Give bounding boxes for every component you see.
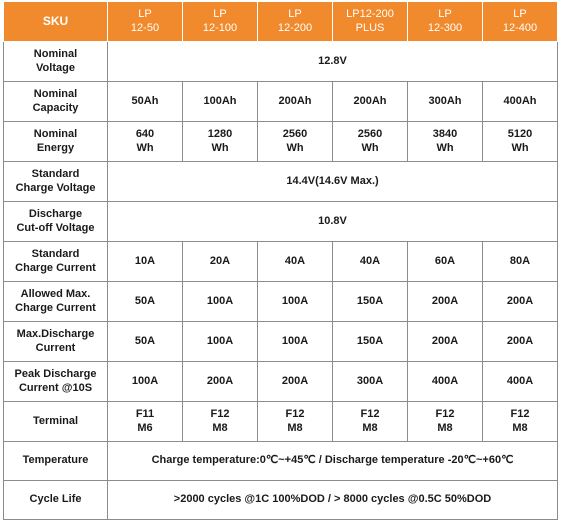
cell-value: 300Ah xyxy=(408,82,483,122)
cell-value: 40A xyxy=(258,242,333,282)
model-header: LP 12-100 xyxy=(183,2,258,42)
row-label: Allowed Max. Charge Current xyxy=(4,282,108,322)
cell-value: 5120 Wh xyxy=(483,122,558,162)
table-row xyxy=(4,122,558,162)
cell-value: 3840 Wh xyxy=(408,122,483,162)
cell-value: 200A xyxy=(183,362,258,402)
row-label: Peak Discharge Current @10S xyxy=(4,362,108,402)
table-row xyxy=(4,322,558,362)
model-header: LP 12-50 xyxy=(108,2,183,42)
cell-value: 2560 Wh xyxy=(333,122,408,162)
model-header: LP 12-300 xyxy=(408,2,483,42)
cell-value: 2560 Wh xyxy=(258,122,333,162)
spanning-value: 12.8V xyxy=(108,42,558,82)
row-label: Nominal Energy xyxy=(4,122,108,162)
cell-value: 1280 Wh xyxy=(183,122,258,162)
table-row xyxy=(4,362,558,402)
cell-value: 400A xyxy=(483,362,558,402)
table-row xyxy=(4,481,558,520)
cell-value: F11 M6 xyxy=(108,402,183,442)
spanning-value: 10.8V xyxy=(108,202,558,242)
row-label: Standard Charge Voltage xyxy=(4,162,108,202)
table-row xyxy=(4,402,558,442)
cell-value: 100A xyxy=(108,362,183,402)
cell-value: 100A xyxy=(258,282,333,322)
cell-value: 400Ah xyxy=(483,82,558,122)
row-label: Discharge Cut-off Voltage xyxy=(4,202,108,242)
cell-value: 50A xyxy=(108,282,183,322)
table-row xyxy=(4,162,558,202)
cell-value: 640 Wh xyxy=(108,122,183,162)
cell-value: 40A xyxy=(333,242,408,282)
cell-value: 200A xyxy=(258,362,333,402)
row-label: Cycle Life xyxy=(4,481,108,520)
row-label: Max.Discharge Current xyxy=(4,322,108,362)
cell-value: 50Ah xyxy=(108,82,183,122)
row-label: Temperature xyxy=(4,442,108,481)
cell-value: 150A xyxy=(333,322,408,362)
cell-value: F12 M8 xyxy=(483,402,558,442)
spanning-value: 14.4V(14.6V Max.) xyxy=(108,162,558,202)
table-row xyxy=(4,202,558,242)
cell-value: 20A xyxy=(183,242,258,282)
table-row xyxy=(4,82,558,122)
spanning-value: Charge temperature:0℃~+45℃ / Discharge temperature -20℃~+60℃ xyxy=(108,442,558,481)
cell-value: 200Ah xyxy=(258,82,333,122)
header-row xyxy=(4,2,558,42)
cell-value: 150A xyxy=(333,282,408,322)
row-label: Nominal Capacity xyxy=(4,82,108,122)
cell-value: 100A xyxy=(258,322,333,362)
cell-value: 200A xyxy=(483,282,558,322)
spec-table xyxy=(3,1,558,520)
row-label: Standard Charge Current xyxy=(4,242,108,282)
row-label: Nominal Voltage xyxy=(4,42,108,82)
cell-value: 80A xyxy=(483,242,558,282)
cell-value: F12 M8 xyxy=(333,402,408,442)
cell-value: F12 M8 xyxy=(408,402,483,442)
cell-value: 50A xyxy=(108,322,183,362)
cell-value: F12 M8 xyxy=(183,402,258,442)
table-row xyxy=(4,42,558,82)
table-row xyxy=(4,442,558,481)
cell-value: 10A xyxy=(108,242,183,282)
cell-value: 200Ah xyxy=(333,82,408,122)
cell-value: 100Ah xyxy=(183,82,258,122)
cell-value: F12 M8 xyxy=(258,402,333,442)
model-header: LP12-200 PLUS xyxy=(333,2,408,42)
cell-value: 200A xyxy=(483,322,558,362)
cell-value: 400A xyxy=(408,362,483,402)
table-row xyxy=(4,282,558,322)
model-header: LP 12-400 xyxy=(483,2,558,42)
row-label: Terminal xyxy=(4,402,108,442)
sku-header: SKU xyxy=(4,2,108,42)
spanning-value: >2000 cycles @1C 100%DOD / > 8000 cycles @0.5C 50%DOD xyxy=(108,481,558,520)
cell-value: 200A xyxy=(408,322,483,362)
cell-value: 300A xyxy=(333,362,408,402)
cell-value: 60A xyxy=(408,242,483,282)
cell-value: 100A xyxy=(183,282,258,322)
model-header: LP 12-200 xyxy=(258,2,333,42)
cell-value: 100A xyxy=(183,322,258,362)
cell-value: 200A xyxy=(408,282,483,322)
table-row xyxy=(4,242,558,282)
